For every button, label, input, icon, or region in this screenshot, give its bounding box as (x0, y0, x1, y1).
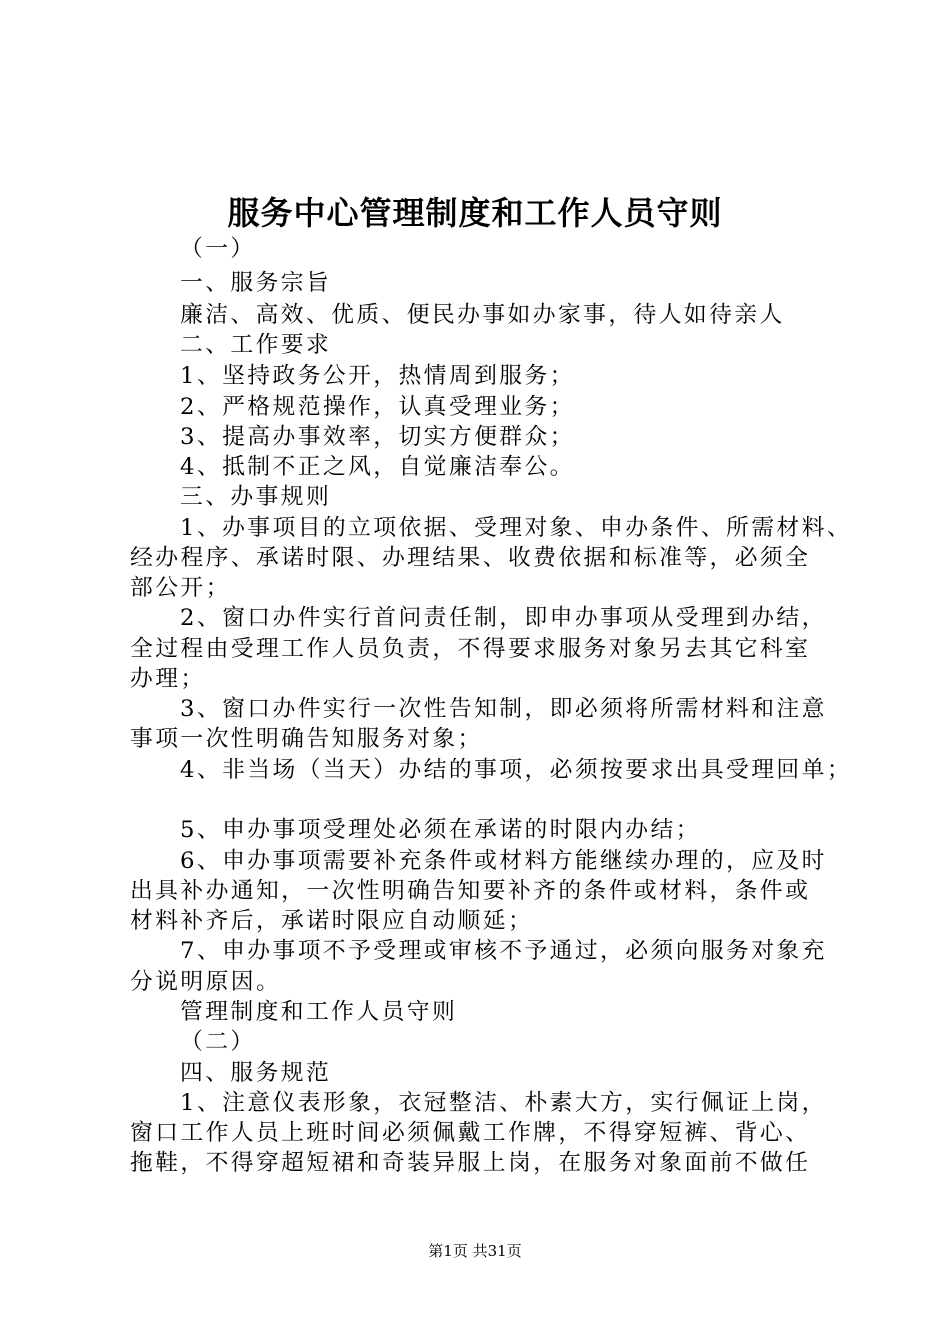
text-line: 经办程序、承诺时限、办理结果、收费依据和标准等，必须全 (130, 545, 811, 571)
text-line: 办理； (130, 666, 206, 692)
text-line: 1、注意仪表形象，衣冠整洁、朴素大方，实行佩证上岗， (180, 1090, 827, 1116)
page-footer: 第1页 共31页 (428, 1242, 522, 1260)
text-line: 部公开； (130, 575, 231, 601)
document-title: 服务中心管理制度和工作人员守则 (227, 194, 723, 232)
text-line: 事项一次性明确告知服务对象； (130, 726, 483, 752)
text-line: 二、工作要求 (180, 332, 332, 358)
text-line: 6、申办事项需要补充条件或材料方能继续办理的，应及时 (180, 848, 827, 874)
text-line: 管理制度和工作人员守则 (180, 999, 458, 1025)
text-line: 4、抵制不正之风，自觉廉洁奉公。 (180, 454, 575, 480)
text-line: 5、申办事项受理处必须在承诺的时限内办结； (180, 817, 701, 843)
text-line: 全过程由受理工作人员负责，不得要求服务对象另去其它科室 (130, 636, 811, 662)
text-line: （一） (180, 236, 256, 262)
text-line: 3、窗口办件实行一次性告知制，即必须将所需材料和注意 (180, 696, 827, 722)
text-line: 材料补齐后，承诺时限应自动顺延； (130, 908, 534, 934)
text-line: 三、办事规则 (180, 484, 332, 510)
text-line: 出具补办通知，一次性明确告知要补齐的条件或材料，条件或 (130, 878, 811, 904)
text-line: 1、坚持政务公开，热情周到服务； (180, 363, 575, 389)
text-line: 1、办事项目的立项依据、受理对象、申办条件、所需材料、 (180, 515, 853, 541)
text-line: 窗口工作人员上班时间必须佩戴工作牌，不得穿短裤、背心、 (130, 1120, 811, 1146)
text-line: 分说明原因。 (130, 969, 282, 995)
text-line: 2、窗口办件实行首问责任制，即申办事项从受理到办结， (180, 605, 827, 631)
text-line: 4、非当场（当天）办结的事项，必须按要求出具受理回单； (180, 757, 853, 783)
text-line: （二） (180, 1029, 256, 1055)
text-line: 拖鞋，不得穿超短裙和奇装异服上岗，在服务对象面前不做任 (130, 1150, 811, 1176)
text-line: 四、服务规范 (180, 1060, 332, 1086)
text-line: 一、服务宗旨 (180, 270, 332, 296)
text-line: 2、严格规范操作，认真受理业务； (180, 394, 575, 420)
text-line: 3、提高办事效率，切实方便群众； (180, 424, 575, 450)
text-line: 廉洁、高效、优质、便民办事如办家事，待人如待亲人 (180, 302, 785, 328)
text-line: 7、申办事项不予受理或审核不予通过，必须向服务对象充 (180, 938, 827, 964)
